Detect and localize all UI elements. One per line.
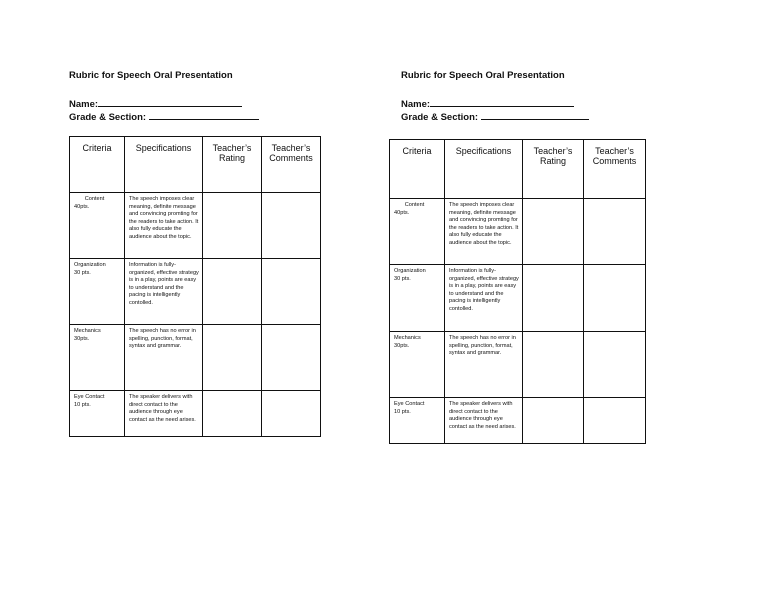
header-specifications: Specifications: [445, 140, 523, 199]
table-row: [390, 199, 646, 265]
criteria-points: 40pts.: [394, 209, 410, 216]
criteria-name: Content: [84, 196, 105, 202]
specification-cell: [445, 265, 523, 332]
header-criteria: Criteria: [390, 140, 445, 199]
table-row: [70, 391, 321, 437]
grade-section-blank-line[interactable]: [481, 110, 589, 120]
rubric-title: Rubric for Speech Oral Presentation: [401, 70, 565, 81]
rubric-right: [394, 70, 701, 450]
specification-cell: [125, 259, 203, 325]
criteria-name: Mechanics: [394, 335, 421, 341]
grade-section-field[interactable]: [69, 110, 259, 123]
header-criteria: Criteria: [70, 137, 125, 193]
criteria-cell: [70, 391, 125, 437]
criteria-cell: [70, 259, 125, 325]
rating-cell[interactable]: [203, 391, 262, 437]
name-label: Name:: [69, 99, 99, 110]
criteria-points: 30 pts.: [394, 275, 411, 282]
rating-cell[interactable]: [523, 265, 584, 332]
grade-section-field[interactable]: [401, 110, 589, 123]
comments-cell[interactable]: [262, 325, 321, 391]
comments-cell[interactable]: [584, 332, 646, 398]
criteria-name: Organization: [394, 268, 426, 274]
table-row: [70, 325, 321, 391]
comments-cell[interactable]: [584, 265, 646, 332]
criteria-name: Eye Contact: [74, 394, 105, 400]
specification-cell: [445, 199, 523, 265]
criteria-cell: [390, 199, 445, 265]
criteria-points: 30pts.: [74, 335, 90, 342]
header-teacher-rating: Teacher’s Rating: [523, 140, 584, 199]
name-blank-line[interactable]: [98, 97, 242, 107]
criteria-cell: [390, 332, 445, 398]
specification-cell: [125, 325, 203, 391]
table-row: [390, 398, 646, 444]
specification-text: The speech imposes clear meaning, definite message and convincing promting for the readers to take action. It also fully educate the audience about the topic.: [449, 202, 519, 246]
name-label: Name:: [401, 99, 431, 110]
rating-cell[interactable]: [203, 325, 262, 391]
comments-cell[interactable]: [584, 398, 646, 444]
table-row: [390, 332, 646, 398]
specification-text: Information is fully-organized, effective strategy is in a play, points are easy to understand and the pacing is intelligently contolled.: [129, 262, 199, 306]
specification-cell: [445, 398, 523, 444]
grade-section-blank-line[interactable]: [149, 110, 259, 120]
table-row: [390, 265, 646, 332]
header-teacher-comments: Teacher’s Comments: [262, 137, 321, 193]
header-specifications: Specifications: [125, 137, 203, 193]
criteria-cell: [390, 265, 445, 332]
criteria-points: 30 pts.: [74, 269, 91, 276]
rubric-table: [69, 136, 321, 437]
rating-cell[interactable]: [523, 332, 584, 398]
criteria-points: 30pts.: [394, 342, 410, 349]
table-row: [70, 259, 321, 325]
specification-cell: [125, 193, 203, 259]
grade-section-label: Grade & Section:: [69, 112, 147, 123]
criteria-name: Mechanics: [74, 328, 101, 334]
criteria-points: 10 pts.: [394, 408, 411, 415]
specification-text: The speech imposes clear meaning, definite message and convincing promting for the readers to take action. It also fully educate the audience about the topic.: [129, 196, 199, 240]
rubric-table: [389, 139, 646, 444]
name-field[interactable]: [69, 97, 242, 110]
specification-text: The speaker delivers with direct contact to the audience through eye contact as the need arises.: [449, 401, 516, 430]
criteria-cell: [390, 398, 445, 444]
specification-cell: [445, 332, 523, 398]
specification-text: The speech has no error in spelling, punction, format, syntax and grammar.: [129, 328, 196, 350]
table-row: [70, 193, 321, 259]
criteria-cell: [70, 193, 125, 259]
criteria-name: Organization: [74, 262, 106, 268]
comments-cell[interactable]: [584, 199, 646, 265]
name-blank-line[interactable]: [430, 97, 574, 107]
criteria-points: 40pts.: [74, 203, 90, 210]
rating-cell[interactable]: [203, 193, 262, 259]
comments-cell[interactable]: [262, 391, 321, 437]
specification-text: Information is fully-organized, effective strategy is in a play, points are easy to understand and the pacing is intelligently contolled.: [449, 268, 519, 312]
rating-cell[interactable]: [203, 259, 262, 325]
rubric-left: [69, 70, 369, 450]
specification-text: The speech has no error in spelling, punction, format, syntax and grammar.: [449, 335, 516, 357]
header-row: [70, 137, 321, 193]
header-teacher-rating: Teacher’s Rating: [203, 137, 262, 193]
grade-section-label: Grade & Section:: [401, 112, 479, 123]
criteria-cell: [70, 325, 125, 391]
criteria-name: Eye Contact: [394, 401, 425, 407]
criteria-name: Content: [404, 202, 425, 208]
comments-cell[interactable]: [262, 193, 321, 259]
comments-cell[interactable]: [262, 259, 321, 325]
header-row: [390, 140, 646, 199]
specification-text: The speaker delivers with direct contact to the audience through eye contact as the need arises.: [129, 394, 196, 423]
rubric-title: Rubric for Speech Oral Presentation: [69, 70, 233, 81]
specification-cell: [125, 391, 203, 437]
criteria-points: 10 pts.: [74, 401, 91, 408]
name-field[interactable]: [401, 97, 574, 110]
rating-cell[interactable]: [523, 398, 584, 444]
header-teacher-comments: Teacher’s Comments: [584, 140, 646, 199]
rating-cell[interactable]: [523, 199, 584, 265]
